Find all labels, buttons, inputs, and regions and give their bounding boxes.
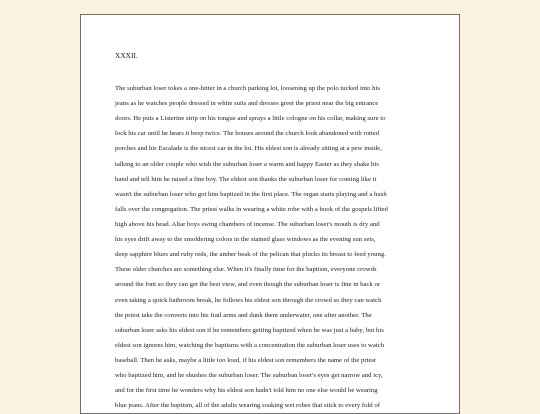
text-line: the priest take the converts into his frail arms and dunk them underwater, one after another. The — [115, 311, 372, 319]
text-line: talking to an older couple who wish the suburban loser a warm and happy Easter as they shake his — [115, 160, 379, 168]
text-line: even taking a quick bathroom break, he follows his eldest son through the crowd so they can watch — [115, 296, 382, 304]
text-line: blue jeans. After the baptism, all of the adults wearing soaking wet robes that stick to every fold of — [115, 402, 380, 410]
text-line: high above his head. Altar boys swing chambers of incense. The suburban loser's mouth is dry and — [115, 220, 380, 228]
text-line: and for the first time he wonders why his eldest son hadn't told him no one else would be wearing — [115, 387, 378, 395]
text-line: wasn't the suburban loser who got him baptized in the first place. The organ starts playing and a hush — [115, 190, 387, 198]
text-line: who baptized him, and he shushes the suburban loser. The suburban loser's eyes get narrow and icy, — [115, 372, 383, 380]
chapter-heading: XXXII. — [115, 51, 138, 60]
text-line: deep sapphire blues and ruby reds, the amber beak of the pelican that plucks its breast to feed young. — [115, 251, 386, 259]
text-line: jeans as he watches people dressed in white suits and dresses greet the priest near the big entrance — [115, 100, 379, 108]
text-line: around the font so they can get the best view, and even though the suburban loser is fine in back or — [115, 281, 381, 289]
text-line: porches and his Escalade is the nicest car in the lot. His eldest son is already sitting at a pew inside, — [115, 145, 382, 153]
text-line: his eyes drift away to the smoldering colors in the stained glass windows as the evening sun sets, — [115, 236, 376, 244]
text-line: falls over the congregation. The priest walks in wearing a white robe with a book of the gospels lifted — [115, 205, 388, 213]
text-line: The suburban loser tokes a one-hitter in a church parking lot, loosening up the polo tucked into his — [115, 85, 380, 92]
text-line: hand and tell him he raised a fine boy. The eldest son thanks the suburban loser for coming like it — [115, 175, 377, 183]
text-line: suburban loser asks his eldest son if he remembers getting baptized when he was just a baby, but his — [115, 326, 384, 334]
text-line: doors. He puts a Listerine strip on his tongue and sprays a little cologne on his collar, making sure to — [115, 115, 386, 123]
text-line: eldest son ignores him, watching the baptisms with a concentration the suburban loser uses to watch — [115, 341, 385, 349]
text-line: lock his car until he hears it beep twice. The houses around the church look abandoned with rotted — [115, 130, 380, 138]
text-line: These older churches are something else. When it's finally time for the baptism, everyone crowds — [115, 266, 377, 274]
text-line: baseball. Then he asks, maybe a little too loud, if his eldest son remembers the name of the priest — [115, 356, 376, 364]
body-text — [115, 81, 427, 413]
document-page — [80, 14, 460, 414]
